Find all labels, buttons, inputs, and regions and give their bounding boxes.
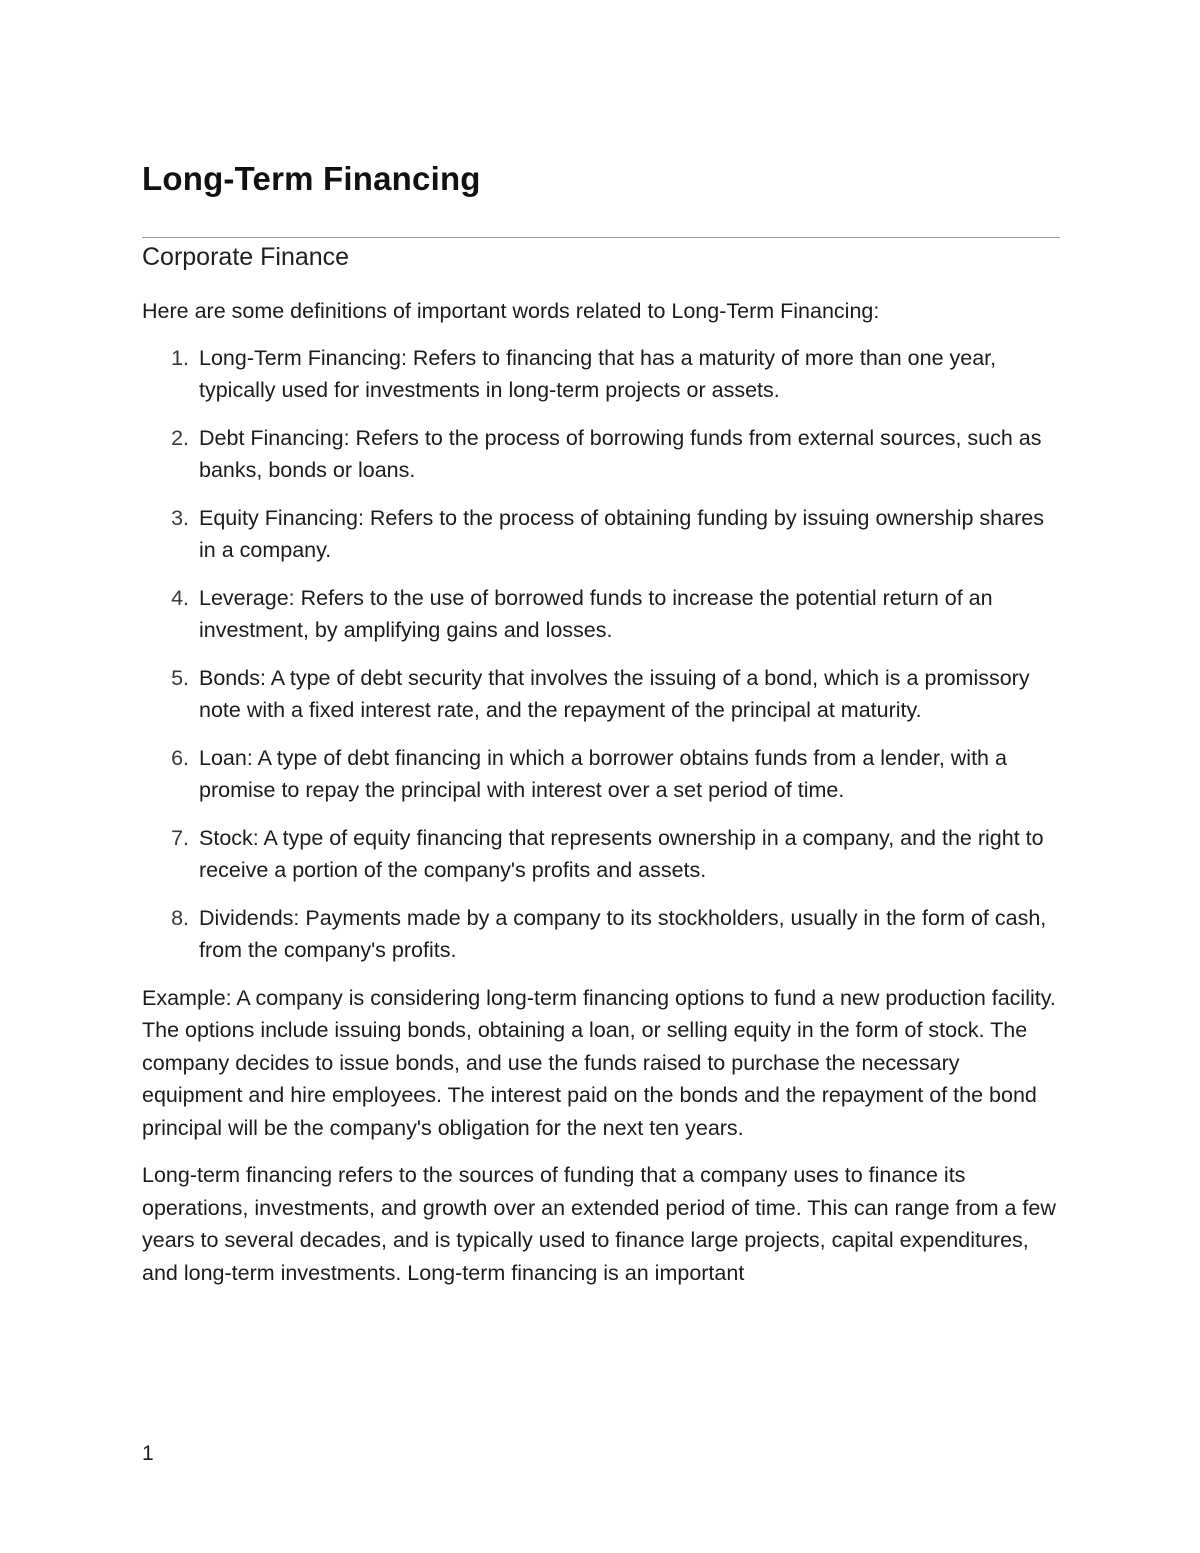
list-item-number: 8.: [171, 905, 189, 930]
body-paragraph: Long-term financing refers to the sources of funding that a company uses to finance its operations, investments, and growth over an extended period of time. This can range from a few years to several decades, and is typically used to finance large projects, capital expenditures, and long-term investments. Long-term financing is an important: [142, 1163, 1056, 1285]
list-item-text: Long-Term Financing: Refers to financing that has a maturity of more than one year, typically used for investments in long-term projects or assets.: [199, 345, 997, 402]
list-item-text: Leverage: Refers to the use of borrowed funds to increase the potential return of an investment, by amplifying gains and losses.: [199, 585, 993, 642]
list-item: [142, 342, 1062, 407]
list-item-text: Loan: A type of debt financing in which a borrower obtains funds from a lender, with a promise to repay the principal with interest over a set period of time.: [199, 745, 1007, 802]
list-item-text: Bonds: A type of debt security that involves the issuing of a bond, which is a promissory note with a fixed interest rate, and the repayment of the principal at maturity.: [199, 665, 1030, 722]
title-divider: [142, 237, 1060, 238]
list-item-number: 7.: [171, 825, 189, 850]
page-number: 1: [142, 1442, 154, 1465]
list-item-text: Equity Financing: Refers to the process of obtaining funding by issuing ownership shares in a company.: [199, 505, 1044, 562]
page-subtitle: Corporate Finance: [142, 243, 350, 271]
list-item-text: Dividends: Payments made by a company to its stockholders, usually in the form of cash, from the company's profits.: [199, 905, 1047, 962]
list-item: [142, 422, 1062, 487]
list-item: [142, 662, 1062, 727]
definitions-list: [142, 342, 1062, 967]
list-item-number: 1.: [171, 345, 189, 370]
list-item: [142, 502, 1062, 567]
list-item-number: 4.: [171, 585, 189, 610]
list-item-text: Stock: A type of equity financing that represents ownership in a company, and the right to receive a portion of the company's profits and assets.: [199, 825, 1044, 882]
document-body: [142, 295, 1062, 1304]
list-item-text: Debt Financing: Refers to the process of borrowing funds from external sources, such as banks, bonds or loans.: [199, 425, 1042, 482]
intro-paragraph: Here are some definitions of important words related to Long-Term Financing:: [142, 299, 880, 323]
page-title: Long-Term Financing: [142, 160, 481, 197]
list-item: [142, 582, 1062, 647]
list-item: [142, 742, 1062, 807]
list-item: [142, 902, 1062, 967]
list-item-number: 3.: [171, 505, 189, 530]
list-item-number: 5.: [171, 665, 189, 690]
example-paragraph: Example: A company is considering long-term financing options to fund a new production facility. The options include issuing bonds, obtaining a loan, or selling equity in the form of stock. The company decides to issue bonds, and use the funds raised to purchase the necessary equipment and hire employees. The interest paid on the bonds and the repayment of the bond principal will be the company's obligation for the next ten years.: [142, 985, 1056, 1140]
list-item-number: 6.: [171, 745, 189, 770]
list-item-number: 2.: [171, 425, 189, 450]
list-item: [142, 822, 1062, 887]
